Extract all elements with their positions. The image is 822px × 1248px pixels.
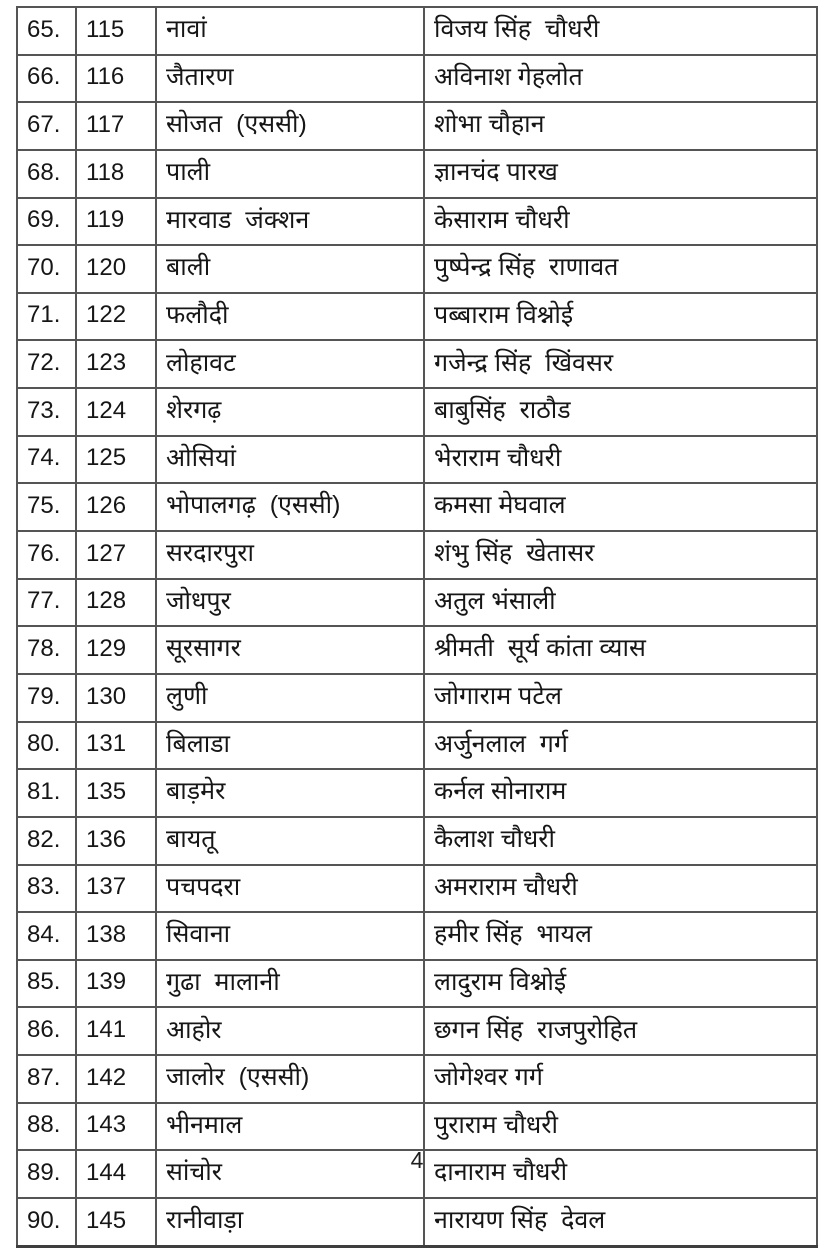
candidate-name-cell: अमराराम चौधरी (424, 865, 817, 913)
constituency-number-cell: 126 (76, 483, 156, 531)
candidate-name-cell: अविनाश गेहलोत (424, 55, 817, 103)
candidates-table (16, 6, 818, 1248)
constituency-name-cell: सिवाना (156, 912, 424, 960)
table-row (17, 150, 817, 198)
table-row (17, 1103, 817, 1151)
serial-cell: 75. (17, 483, 76, 531)
table-row (17, 55, 817, 103)
table-row (17, 579, 817, 627)
constituency-number-cell: 142 (76, 1055, 156, 1103)
constituency-number-cell: 122 (76, 293, 156, 341)
table-row (17, 722, 817, 770)
table-row (17, 674, 817, 722)
table-row (17, 483, 817, 531)
constituency-name-cell: गुढा मालानी (156, 960, 424, 1008)
constituency-number-cell: 117 (76, 102, 156, 150)
serial-cell: 76. (17, 531, 76, 579)
constituency-number-cell: 139 (76, 960, 156, 1008)
serial-cell: 84. (17, 912, 76, 960)
candidate-name-cell: कर्नल सोनाराम (424, 769, 817, 817)
table-row (17, 102, 817, 150)
serial-cell: 73. (17, 388, 76, 436)
serial-cell: 89. (17, 1150, 76, 1198)
constituency-number-cell: 143 (76, 1103, 156, 1151)
constituency-name-cell: बिलाडा (156, 722, 424, 770)
constituency-number-cell: 131 (76, 722, 156, 770)
constituency-name-cell: जालोर (एससी) (156, 1055, 424, 1103)
candidate-name-cell: विजय सिंह चौधरी (424, 7, 817, 55)
serial-cell: 80. (17, 722, 76, 770)
constituency-number-cell: 128 (76, 579, 156, 627)
serial-cell: 67. (17, 102, 76, 150)
table-row (17, 960, 817, 1008)
constituency-name-cell: लुणी (156, 674, 424, 722)
constituency-name-cell: बायतू (156, 817, 424, 865)
constituency-number-cell: 119 (76, 198, 156, 246)
constituency-number-cell: 130 (76, 674, 156, 722)
serial-cell: 74. (17, 436, 76, 484)
candidate-name-cell: अर्जुनलाल गर्ग (424, 722, 817, 770)
constituency-name-cell: भोपालगढ़ (एससी) (156, 483, 424, 531)
serial-cell: 88. (17, 1103, 76, 1151)
table-row (17, 1007, 817, 1055)
serial-cell: 71. (17, 293, 76, 341)
constituency-name-cell: लोहावट (156, 340, 424, 388)
constituency-name-cell: मारवाड जंक्शन (156, 198, 424, 246)
table-row (17, 531, 817, 579)
serial-cell: 90. (17, 1198, 76, 1246)
serial-cell: 66. (17, 55, 76, 103)
constituency-name-cell: सोजत (एससी) (156, 102, 424, 150)
serial-cell: 86. (17, 1007, 76, 1055)
candidate-name-cell: भेराराम चौधरी (424, 436, 817, 484)
constituency-number-cell: 144 (76, 1150, 156, 1198)
serial-cell: 82. (17, 817, 76, 865)
constituency-name-cell: जैतारण (156, 55, 424, 103)
table-row (17, 769, 817, 817)
constituency-name-cell: आहोर (156, 1007, 424, 1055)
constituency-name-cell: पचपदरा (156, 865, 424, 913)
constituency-number-cell: 137 (76, 865, 156, 913)
table-row (17, 626, 817, 674)
constituency-number-cell: 125 (76, 436, 156, 484)
table-row (17, 1198, 817, 1246)
constituency-name-cell: रानीवाड़ा (156, 1198, 424, 1246)
candidate-name-cell: पुष्पेन्द्र सिंह राणावत (424, 245, 817, 293)
table-row (17, 912, 817, 960)
serial-cell: 68. (17, 150, 76, 198)
serial-cell: 87. (17, 1055, 76, 1103)
table-row (17, 7, 817, 55)
constituency-name-cell: पाली (156, 150, 424, 198)
candidate-name-cell: अतुल भंसाली (424, 579, 817, 627)
table-row (17, 865, 817, 913)
constituency-number-cell: 145 (76, 1198, 156, 1246)
constituency-name-cell: शेरगढ़ (156, 388, 424, 436)
candidate-name-cell: शंभु सिंह खेतासर (424, 531, 817, 579)
candidate-name-cell: पुराराम चौधरी (424, 1103, 817, 1151)
constituency-number-cell: 138 (76, 912, 156, 960)
constituency-name-cell: जोधपुर (156, 579, 424, 627)
candidate-name-cell: लादुराम विश्नोई (424, 960, 817, 1008)
constituency-number-cell: 120 (76, 245, 156, 293)
constituency-name-cell: सूरसागर (156, 626, 424, 674)
serial-cell: 69. (17, 198, 76, 246)
serial-cell: 85. (17, 960, 76, 1008)
candidate-name-cell: पब्बाराम विश्नोई (424, 293, 817, 341)
constituency-number-cell: 136 (76, 817, 156, 865)
candidate-name-cell: कैलाश चौधरी (424, 817, 817, 865)
serial-cell: 72. (17, 340, 76, 388)
serial-cell: 77. (17, 579, 76, 627)
constituency-number-cell: 123 (76, 340, 156, 388)
candidate-name-cell: श्रीमती सूर्य कांता व्यास (424, 626, 817, 674)
candidate-name-cell: हमीर सिंह भायल (424, 912, 817, 960)
table-row (17, 817, 817, 865)
constituency-name-cell: बाड़मेर (156, 769, 424, 817)
constituency-number-cell: 129 (76, 626, 156, 674)
constituency-number-cell: 135 (76, 769, 156, 817)
serial-cell: 70. (17, 245, 76, 293)
candidate-name-cell: शोभा चौहान (424, 102, 817, 150)
candidate-name-cell: कमसा मेघवाल (424, 483, 817, 531)
candidate-name-cell: केसाराम चौधरी (424, 198, 817, 246)
candidate-name-cell: ज्ञानचंद पारख (424, 150, 817, 198)
serial-cell: 79. (17, 674, 76, 722)
candidate-name-cell: नारायण सिंह देवल (424, 1198, 817, 1246)
page-number: 4 (410, 1147, 424, 1173)
table-row (17, 436, 817, 484)
candidate-name-cell: बाबुसिंह राठौड (424, 388, 817, 436)
constituency-number-cell: 141 (76, 1007, 156, 1055)
serial-cell: 65. (17, 7, 76, 55)
constituency-name-cell: नावां (156, 7, 424, 55)
candidate-name-cell: गजेन्द्र सिंह खिंवसर (424, 340, 817, 388)
table-row (17, 245, 817, 293)
table-row (17, 388, 817, 436)
table-row (17, 1055, 817, 1103)
constituency-name-cell: फलौदी (156, 293, 424, 341)
candidate-name-cell: दानाराम चौधरी (424, 1150, 817, 1198)
constituency-name-cell: ओसियां (156, 436, 424, 484)
serial-cell: 81. (17, 769, 76, 817)
serial-cell: 78. (17, 626, 76, 674)
candidate-name-cell: जोगाराम पटेल (424, 674, 817, 722)
candidate-name-cell: छगन सिंह राजपुरोहित (424, 1007, 817, 1055)
constituency-name-cell: भीनमाल (156, 1103, 424, 1151)
table-row (17, 293, 817, 341)
constituency-name-cell: बाली (156, 245, 424, 293)
table-row (17, 340, 817, 388)
constituency-number-cell: 118 (76, 150, 156, 198)
table-body (17, 7, 817, 1246)
candidate-name-cell: जोगेश्वर गर्ग (424, 1055, 817, 1103)
constituency-number-cell: 124 (76, 388, 156, 436)
serial-cell: 83. (17, 865, 76, 913)
constituency-name-cell: सांचोर (156, 1150, 424, 1198)
constituency-number-cell: 116 (76, 55, 156, 103)
constituency-number-cell: 127 (76, 531, 156, 579)
table-row (17, 198, 817, 246)
constituency-number-cell: 115 (76, 7, 156, 55)
constituency-name-cell: सरदारपुरा (156, 531, 424, 579)
